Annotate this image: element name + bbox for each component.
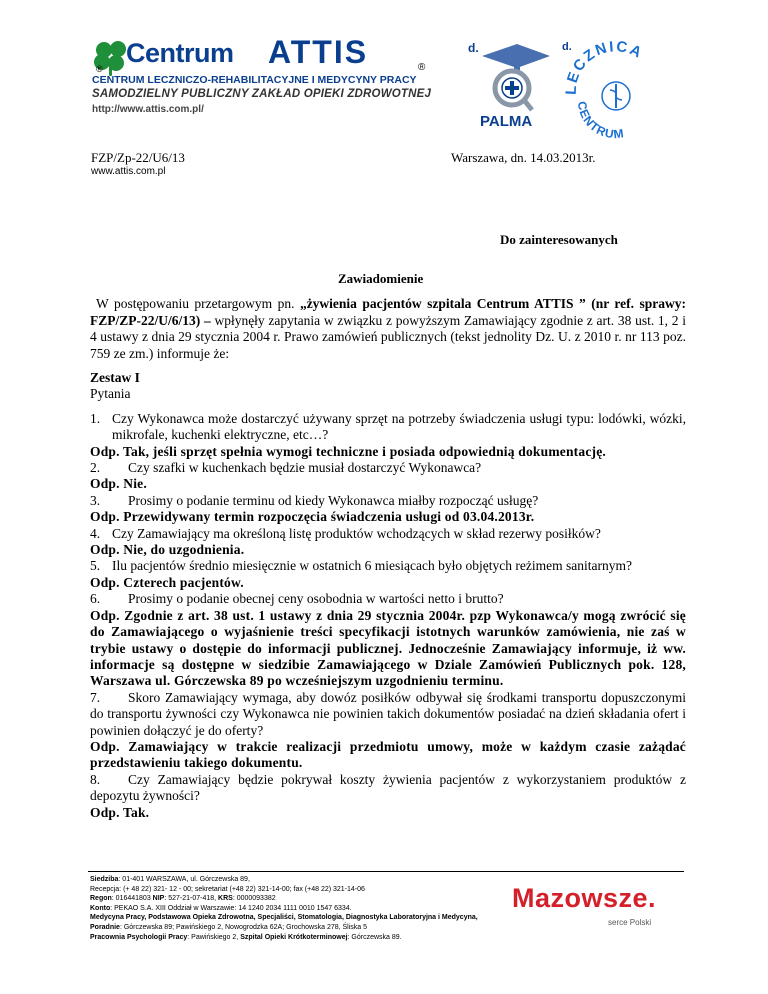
intro-text-start: W postępowaniu przetargowym pn. [96, 296, 300, 311]
header-institution-type: SAMODZIELNY PUBLICZNY ZAKŁAD OPIEKI ZDROWOTNEJ [92, 88, 432, 100]
answer-1: Odp. Tak, jeśli sprzęt spełnia wymogi techniczne i posiada odpowiednią dokumentację. [90, 443, 606, 459]
mazowsze-wordmark: Mazowsze. [512, 883, 657, 913]
addressee: Do zainteresowanych [500, 232, 618, 247]
reference-website: www.attis.com.pl [91, 166, 166, 177]
logo-centrum-text: Centrum [126, 38, 234, 68]
footer-divider [88, 871, 684, 872]
set-title: Zestaw I [90, 370, 140, 385]
answer-5: Odp. Czterech pacjentów. [90, 574, 244, 590]
questions-label: Pytania [90, 386, 131, 402]
answer-7: Odp. Zamawiający w trakcie realizacji przedmiotu umowy, może w każdym czasie zażądać przedstawieniu takiego dokumentu. [90, 738, 686, 771]
question-7: 7. Skoro Zamawiający wymaga, aby dowóz posiłków odbywał się środkami transportu dopuszczonymi do transportu żywności czy Wykonawca nie powinien takich dokumentów posiadać na dzień składania ofert i powinien dołączyć je do oferty? [90, 689, 686, 738]
reference-number: FZP/Zp-22/U6/13 [91, 150, 185, 165]
answer-8: Odp. Tak. [90, 804, 150, 820]
intro-text-bold: „żywienia pacjentów szpitala Centrum ATTIS ” (nr ref. sprawy: FZP/ZP-22/U/6/13) – [90, 296, 686, 328]
question-3: 3. Prosimy o podanie terminu od kiedy Wykonawca miałby rozpocząć usługę? [90, 492, 539, 508]
question-4: 4. Czy Zamawiający ma określoną listę produktów wchodzących w skład rezerwy posiłków? [90, 525, 601, 541]
reg-mark: ® [418, 62, 426, 73]
logo-attis-text: ATTIS [268, 34, 369, 70]
mazowsze-tagline: serce Polski [608, 918, 652, 927]
answer-3: Odp. Przewidywany termin rozpoczęcia świadczenia usługi od 03.04.2013r. [90, 509, 535, 525]
document-title: Zawiadomienie [338, 271, 424, 286]
document-date: Warszawa, dn. 14.03.2013r. [451, 150, 596, 165]
header-institution-name: CENTRUM LECZNICZO-REHABILITACYJNE I MEDYCYNY PRACY [92, 74, 417, 86]
question-6: 6. Prosimy o podanie obecnej ceny osobodnia w wartości netto i brutto? [90, 591, 504, 607]
lecznica-d-label: d. [562, 41, 572, 53]
svg-text:CENTRUM [575, 100, 626, 140]
header-website-link[interactable]: http://www.attis.com.pl/ [92, 104, 204, 115]
answer-6: Odp. Zgodnie z art. 38 ust. 1 ustawy z dnia 29 stycznia 2004r. pzp Wykonawca/y mogą zwrócić się do Zamawiającego o wyjaśnienie treści specyfikacji istotnych warunków zamówienia, nie zaś w trybie ustawy o dostępie do informacji publicznej. Jednocześnie Zamawiający informuje, iż ww. informacje są dostępne w siedzibie Zamawiającego w Dziale Zamówień Publicznych pok. 128, Warszawa ul. Górczewska 89 po wcześniejszym uzgodnieniu terminu. [90, 607, 686, 689]
reg-mark-small: ® [96, 64, 103, 74]
question-1: 1. Czy Wykonawca może dostarczyć używany sprzęt na potrzeby świadczenia usługi typu: lodówki, wózki, mikrofale, kuchenki elektryczne, etc…? [90, 410, 686, 443]
intro-paragraph [90, 296, 686, 362]
answer-4: Odp. Nie, do uzgodnienia. [90, 542, 245, 558]
question-8: 8. Czy Zamawiający będzie pokrywał koszty żywienia pacjentów z wykorzystaniem produktów z depozytu żywności? [90, 771, 686, 804]
svg-text:LECZNICA [563, 40, 646, 95]
intro-text-rest: wpłynęły zapytania w związku z powyższym Zamawiający zgodnie z art. 38 ust. 1, 2 i 4 ustawy z dnia 29 stycznia 2004 r. Prawo zamówień publicznych (tekst jednolity Dz. U. z 2010 r. nr 113 poz. 759 ze zm.) informuje że: [90, 312, 686, 361]
lecznica-centrum-logo [556, 40, 666, 140]
question-5: 5. Ilu pacjentów średnio miesięcznie w ostatnich 6 miesiącach było objętych reżimem sanitarnym? [90, 558, 632, 574]
palma-label: PALMA [480, 113, 533, 130]
footer-contact-info: Siedziba: 01-401 WARSZAWA, ul. Górczewska 89, Recepcja: (+ 48 22) 321- 12 - 00; sekretariat (+48 22) 321-14-00; fax (+48 22) 321-14-06 Regon: 016441803 NIP: 527-21-07-418, KRS: 0000093382 Konto: PEKAO S.A. XIII Oddział w Warszawie: 14 1240 2034 1111 0010 1547 6334. Medycyna Pracy, Podstawowa Opieka Zdrowotna, Specjaliści, Stomatologia, Diagnostyka Laboratoryjna i Medycyna, Poradnie: Górczewska 89; Pawińskiego 2, Nowogrodzka 62A; Grochowska 278, Śliska 5 Pracownia Psychologii Pracy: Pawińskiego 2, Szpital Opieki Krótkoterminowej: Górczewska 89. [90, 876, 478, 941]
lecznica-top-label: LECZNICA [562, 40, 646, 96]
answer-2: Odp. Nie. [90, 476, 147, 492]
mazowsze-logo [508, 875, 668, 931]
palma-logo [462, 38, 552, 130]
lecznica-bottom-label: CENTRUM [574, 100, 626, 140]
qa-section [90, 370, 686, 821]
palma-d-label: d. [468, 41, 479, 55]
question-2: 2. Czy szafki w kuchenkach będzie musiał dostarczyć Wykonawca? [90, 460, 482, 476]
